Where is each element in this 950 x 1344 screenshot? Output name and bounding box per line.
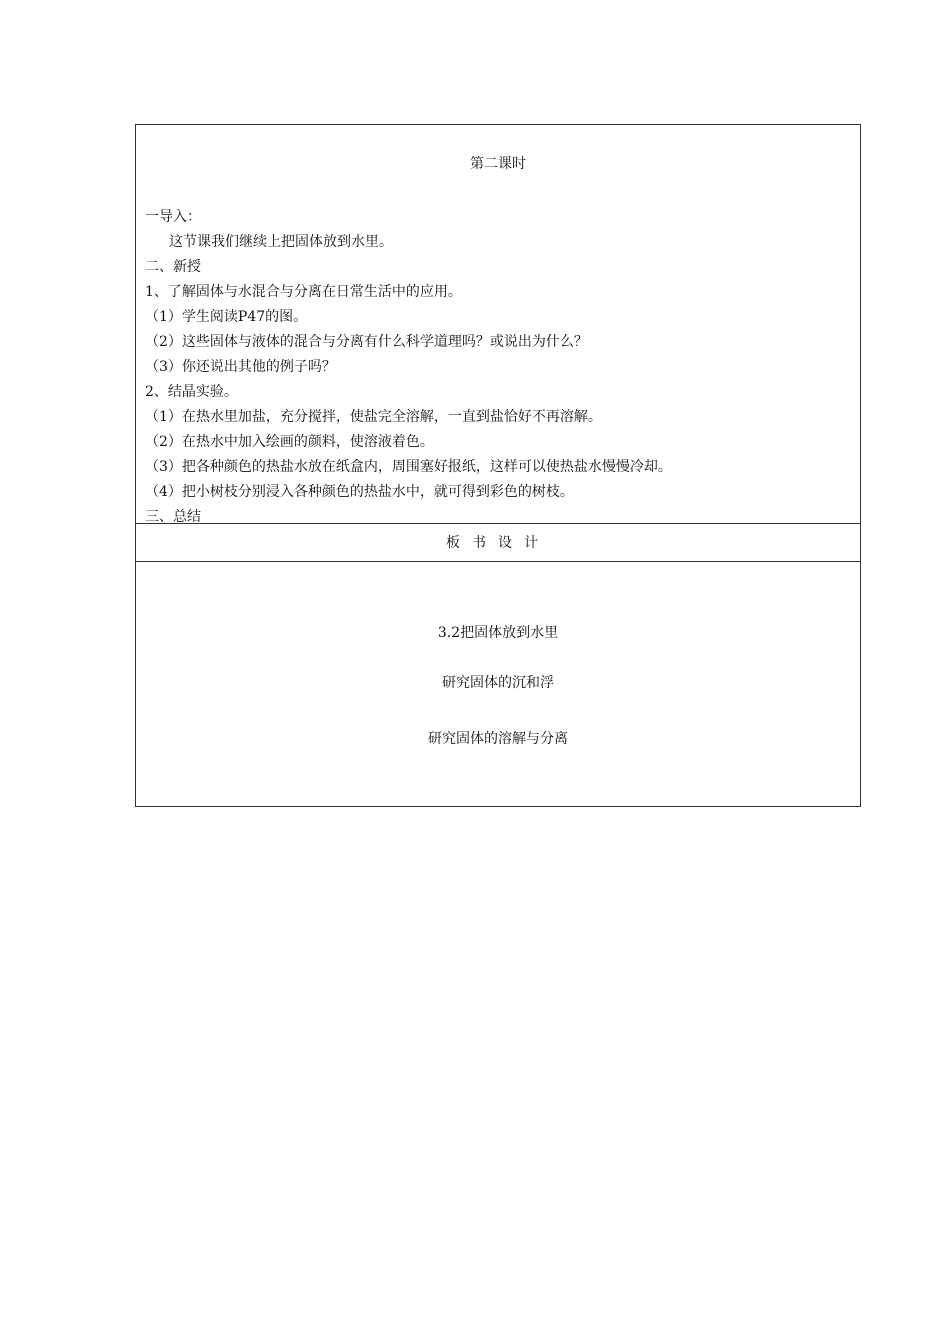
lesson-line: （2）这些固体与液体的混合与分离有什么科学道理吗？或说出为什么？ — [145, 334, 588, 350]
lesson-lines — [145, 205, 851, 530]
lesson-line: 三、总结 — [145, 509, 201, 525]
lesson-line: 一导入： — [145, 209, 201, 225]
lesson-line: 2、结晶实验。 — [145, 384, 238, 400]
lesson-line: （1）学生阅读P47的图。 — [145, 309, 308, 325]
board-line-title: 3.2把固体放到水里 — [437, 625, 559, 641]
board-design-header: 板书设计 — [136, 524, 860, 562]
lesson-title: 第二课时 — [470, 156, 526, 172]
lesson-line: 二、新授 — [145, 259, 201, 275]
board-line-sink-float: 研究固体的沉和浮 — [442, 675, 554, 691]
lesson-line: （4）把小树枝分别浸入各种颜色的热盐水中，就可得到彩色的树枝。 — [145, 484, 574, 500]
lesson-line: （2）在热水中加入绘画的颜料，使溶液着色。 — [145, 434, 434, 450]
lesson-line: （3）把各种颜色的热盐水放在纸盒内，周围塞好报纸，这样可以使热盐水慢慢冷却。 — [145, 459, 672, 475]
teaching-process-cell — [136, 125, 860, 524]
board-design-cell — [136, 562, 860, 806]
lesson-line: （1）在热水里加盐，充分搅拌，使盐完全溶解，一直到盐恰好不再溶解。 — [145, 409, 602, 425]
lesson-line: 这节课我们继续上把固体放到水里。 — [169, 234, 393, 250]
board-line-dissolve-separate: 研究固体的溶解与分离 — [428, 731, 568, 747]
lesson-plan-table — [135, 124, 861, 807]
lesson-line: 1、了解固体与水混合与分离在日常生活中的应用。 — [145, 284, 462, 300]
lesson-line: （3）你还说出其他的例子吗？ — [145, 359, 336, 375]
